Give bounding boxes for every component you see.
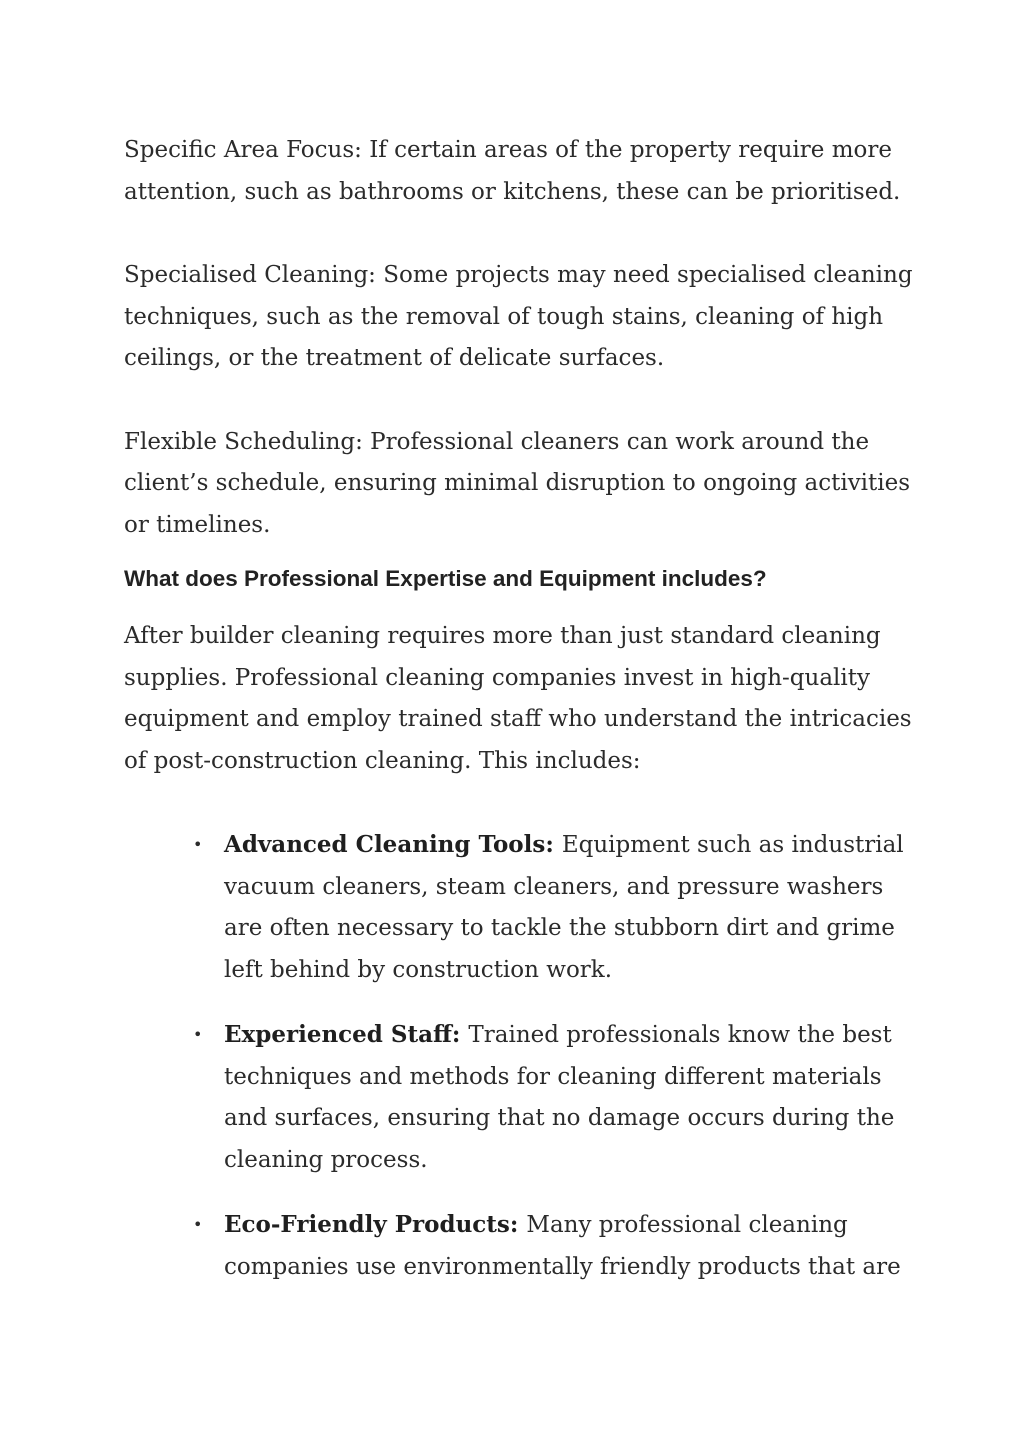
feature-description: Equipment such as industrial vacuum cleaners, steam cleaners, and pressure washers are often necessary to tackle the stubborn dirt and grime left behind by construction work. [224,832,904,983]
list-item [193,824,914,991]
feature-term: Experienced Staff: [224,1021,469,1048]
list-item [193,1204,914,1288]
intro-paragraph: After builder cleaning requires more than just standard cleaning supplies. Professional cleaning companies invest in high-quality equipment and employ trained staff who understand the intricacies of post-construction cleaning. This includes: [124,623,912,774]
section-heading: What does Professional Expertise and Equipment includes? [124,566,767,591]
bullet-icon: • [193,1215,203,1234]
feature-list [124,824,914,1288]
feature-term: Eco-Friendly Products: [224,1211,527,1238]
feature-description: Many professional cleaning companies use environmentally friendly products that are [224,1212,901,1280]
bullet-icon: • [193,835,203,854]
document-page [124,130,914,1311]
paragraph-flexible-scheduling: Flexible Scheduling: Professional cleaners can work around the client’s schedule, ensuring minimal disruption to ongoing activities or timelines. [124,428,911,538]
list-item [193,1014,914,1181]
paragraph-specific-area-focus: Specific Area Focus: If certain areas of the property require more attention, such as bathrooms or kitchens, these can be prioritised. [124,137,901,205]
feature-description: Trained professionals know the best techniques and methods for cleaning different materials and surfaces, ensuring that no damage occurs during the cleaning process. [224,1022,895,1173]
feature-term: Advanced Cleaning Tools: [224,831,562,858]
bullet-icon: • [193,1025,203,1044]
paragraph-specialised-cleaning: Specialised Cleaning: Some projects may need specialised cleaning techniques, such as the removal of tough stains, cleaning of high ceilings, or the treatment of delicate surfaces. [124,262,913,371]
